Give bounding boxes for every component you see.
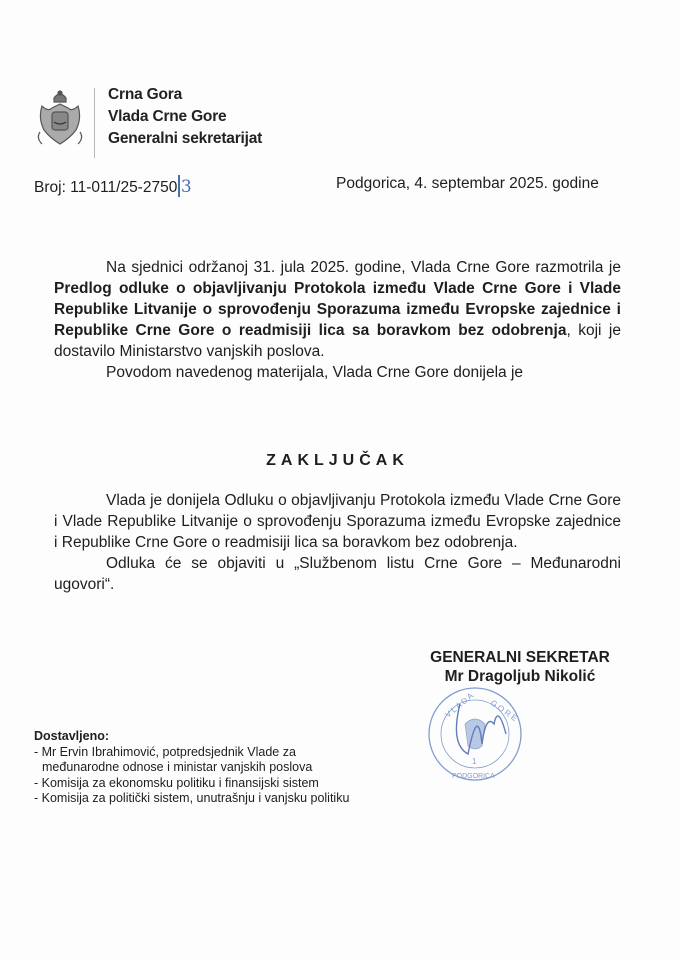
- reference-label: Broj: 11-011/25-2750: [34, 179, 178, 196]
- conclusion-title: ZAKLJUČAK: [266, 452, 409, 469]
- distribution-heading: Dostavljeno:: [34, 729, 110, 743]
- coat-of-arms-icon: [34, 88, 86, 148]
- signatory-name: Mr Dragoljub Nikolić: [444, 668, 596, 685]
- official-stamp-icon: [420, 684, 530, 784]
- conclusion-paragraph-2: Odluka će se objaviti u „Službenom listu Crne Gore – Međunarodni ugovori“.: [54, 555, 621, 593]
- distribution-list: [34, 729, 349, 807]
- handwritten-stroke: [178, 175, 180, 197]
- place-date: Podgorica, 4. septembar 2025. godine: [336, 175, 599, 192]
- handwritten-suffix: 3: [180, 177, 192, 197]
- svg-text:PODGORICA: PODGORICA: [452, 773, 495, 780]
- department-name: Generalni sekretarijat: [108, 130, 263, 147]
- distribution-item: - Komisija za ekonomsku politiku i finansijski sistem: [34, 775, 319, 790]
- svg-text:G O R E: G O R E: [488, 698, 519, 723]
- distribution-item: - Mr Ervin Ibrahimović, potpredsjednik Vlade za: [34, 744, 296, 759]
- government-name: Vlada Crne Gore: [108, 108, 227, 125]
- intro-paragraph: Na sjednici održanoj 31. jula 2025. godine, Vlada Crne Gore razmotrila je Predlog odluke o objavljivanju Protokola između Vlade Crne Gore i Vlade Republike Litvanije o sprovođenju Sporazuma između Evropske zajednice i Republike Crne Gore o readmisiji lica sa boravkom bez odobrenja, koji je dostavilo Ministarstvo vanjskih poslova.: [54, 259, 621, 360]
- distribution-item: - Komisija za politički sistem, unutrašnju i vanjsku politiku: [34, 791, 350, 805]
- svg-text:1: 1: [472, 757, 477, 766]
- country-name: Crna Gora: [108, 86, 182, 103]
- proposal-title: Predlog odluke o objavljivanju Protokola između Vlade Crne Gore i Vlade Republike Litvanije o sprovođenju Sporazuma između Evropske zajednice i Republike Crne Gore o readmisiji lica sa boravkom bez odobrenja: [54, 280, 621, 339]
- reference-number: [34, 175, 192, 197]
- intro-line2: Povodom navedenog materijala, Vlada Crne Gore donijela je: [106, 364, 524, 381]
- signature-block: [400, 648, 640, 686]
- header-divider: [94, 88, 95, 158]
- svg-text:V L A D A: V L A D A: [443, 691, 475, 720]
- signatory-title: GENERALNI SEKRETAR: [430, 649, 610, 666]
- conclusion-section: [54, 490, 621, 595]
- conclusion-paragraph-1: Vlada je donijela Odluku o objavljivanju Protokola između Vlade Crne Gore i Vlade Republike Litvanije o sprovođenju Sporazuma između Evropske zajednice i Republike Crne Gore o readmisiji lica sa boravkom bez odobrenja.: [54, 492, 621, 551]
- intro-section: [54, 257, 621, 383]
- distribution-item: međunarodne odnose i ministar vanjskih poslova: [42, 760, 313, 774]
